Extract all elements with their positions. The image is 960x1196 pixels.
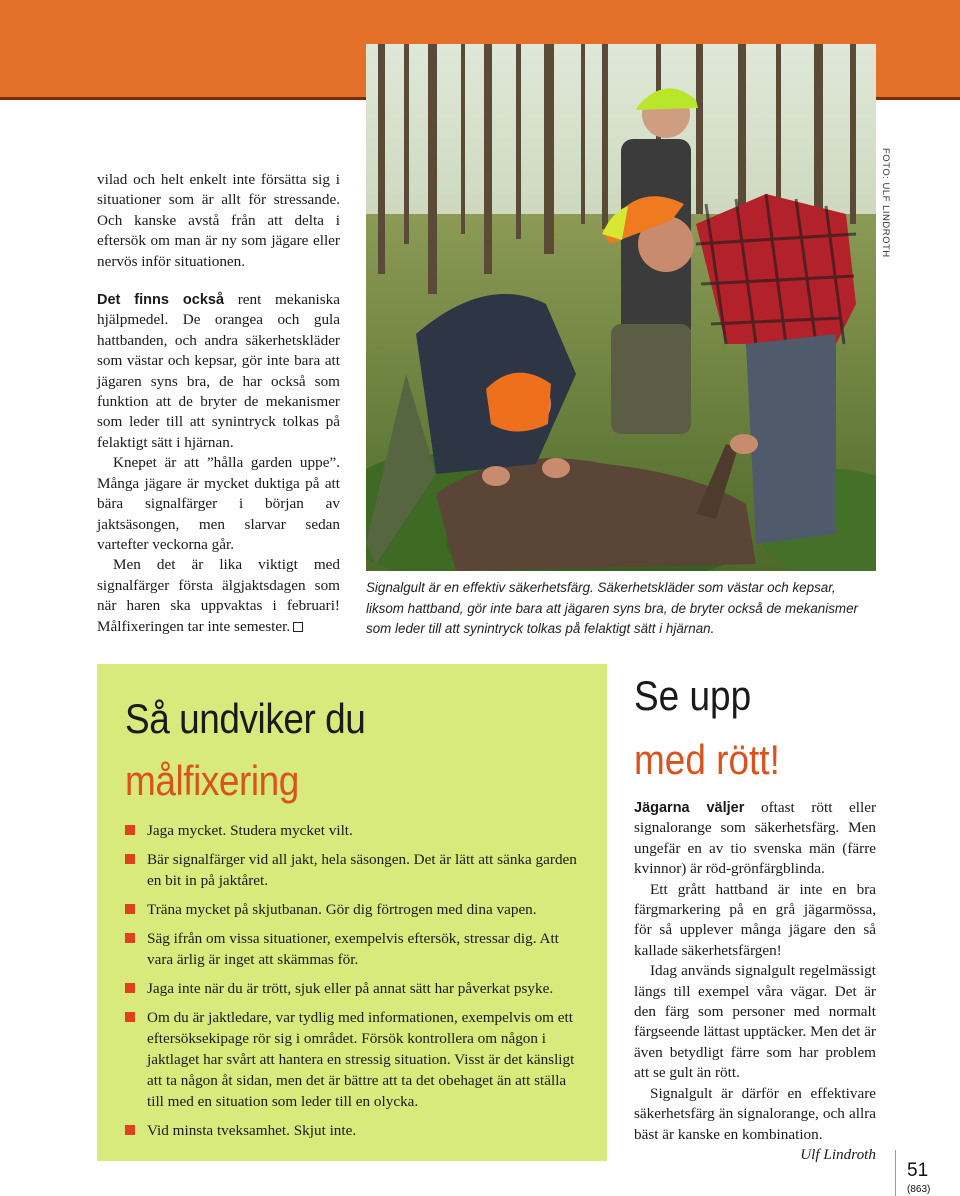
list-item bbox=[125, 820, 585, 841]
list-item-text: Säg ifrån om vissa situationer, exempelvis eftersök, stressar dig. Att vara ärlig är inget att skämmas för. bbox=[147, 930, 559, 968]
left-paragraph-4 bbox=[97, 555, 340, 637]
list-item-text: Jaga mycket. Studera mycket vilt. bbox=[147, 822, 353, 839]
list-item-text: Jaga inte när du är trött, sjuk eller på annat sätt har påverkat psyke. bbox=[147, 980, 554, 997]
list-item bbox=[125, 1120, 585, 1141]
tips-box-title: Så undviker du bbox=[125, 695, 366, 742]
left-paragraph-2 bbox=[97, 290, 340, 453]
article-photo bbox=[366, 44, 876, 571]
sidebar-paragraph-3: Idag används signalgult regelmässigt längs till exempel våra vägar. Det är den färg som personer med normalt färgseende lättast upptäcker. Men det är även betydligt färre som har problem att se gult än rött. bbox=[634, 962, 876, 1082]
list-item bbox=[125, 928, 585, 970]
tips-box-title-highlight: målfixering bbox=[125, 757, 299, 804]
author-byline: Ulf Lindroth bbox=[800, 1145, 876, 1163]
list-item bbox=[125, 1007, 585, 1112]
page-number: 51 bbox=[907, 1160, 929, 1181]
bullet-square-icon bbox=[125, 933, 135, 943]
page-sub-number: (863) bbox=[907, 1184, 931, 1195]
left-paragraph-2-text: rent mekaniska hjälpmedel. De orangea och gula hattbanden, och andra säkerhetskläder som västar och kepsar, gör inte bara att jägaren syns bra, de har också som funktion att de bryter de mekanismer som leder till att synintryck tolkas på felaktigt sätt i hjärnan. bbox=[97, 291, 341, 451]
left-paragraph-2-lead: Det finns också bbox=[97, 292, 225, 309]
bullet-square-icon bbox=[125, 983, 135, 993]
left-paragraph-3: Knepet är att ”hålla garden uppe”. Många jägare är mycket duktiga på att bära signalfärger i början av jaktsäsongen, men slarvar sedan vartefter veckorna går. bbox=[97, 454, 340, 553]
bullet-square-icon bbox=[125, 1012, 135, 1022]
page-number-rule bbox=[895, 1150, 896, 1196]
sidebar-paragraph-2: Ett grått hattband är inte en bra färgmarkering på en grå jägarmössa, för så upplever många jägare den så kallade säkerhetsfärgen! bbox=[634, 880, 876, 959]
list-item bbox=[125, 978, 585, 999]
bullet-square-icon bbox=[125, 1125, 135, 1135]
sidebar-paragraph-1 bbox=[634, 798, 876, 880]
left-paragraph-4-text: Men det är lika viktigt med signalfärger första älgjaktsdagen som när haren ska uppvaktas i februari! Målfixeringen tar inte semester. bbox=[97, 556, 340, 635]
forest-hunters-moose-image bbox=[366, 44, 876, 571]
list-item-text: Vid minsta tveksamhet. Skjut inte. bbox=[147, 1122, 357, 1139]
list-item bbox=[125, 899, 585, 920]
right-column bbox=[634, 670, 876, 1165]
bullet-square-icon bbox=[125, 825, 135, 835]
photo-credit: FOTO: ULF LINDROTH bbox=[880, 148, 891, 258]
tips-list bbox=[125, 820, 585, 1149]
sidebar-title: Se upp bbox=[634, 672, 752, 719]
sidebar-paragraph-1-text: oftast rött eller signalorange som säkerhetsfärg. Men ungefär en av tio svenska män (färre kvinnor) är röd-grönfärgblinda. bbox=[634, 799, 876, 878]
list-item-text: Träna mycket på skjutbanan. Gör dig förtrogen med dina vapen. bbox=[147, 901, 537, 918]
sidebar-paragraph-4: Signalgult är därför en effektivare säkerhetsfärg än signalorange, och allra bäst är kanske en kombination. bbox=[634, 1084, 876, 1143]
tips-box bbox=[97, 664, 607, 1161]
sidebar-paragraph-1-lead: Jägarna väljer bbox=[634, 800, 745, 816]
list-item-text: Bär signalfärger vid all jakt, hela säsongen. Det är lätt att sänka garden en bit in på jaktåret. bbox=[147, 851, 577, 889]
list-item-text: Om du är jaktledare, var tydlig med informationen, exempelvis om ett eftersöksekipage rör sig i området. Försök kontrollera om någon i jaktlaget har svårt att hantera en stressig situation. Visst är det känsligt att ta någon åt sidan, men det är bättre att ta det obehaget än att ställa till med en situation som leder till en olycka. bbox=[147, 1009, 575, 1110]
bullet-square-icon bbox=[125, 904, 135, 914]
list-item bbox=[125, 849, 585, 891]
end-mark-icon bbox=[293, 622, 303, 632]
sidebar-title-highlight: med rött! bbox=[634, 736, 780, 783]
bullet-square-icon bbox=[125, 854, 135, 864]
sidebar-body bbox=[634, 798, 876, 1165]
left-column bbox=[97, 170, 340, 637]
photo-caption: Signalgult är en effektiv säkerhetsfärg. Säkerhetskläder som västar och kepsar, liksom hattband, gör inte bara att jägaren syns bra, de bryter också de mekanismer som leder till att synintryck tolkas på felaktigt sätt i hjärnan. bbox=[366, 580, 858, 636]
left-paragraph-1: vilad och helt enkelt inte försätta sig i situationer som är allt för stressande. Och kanske avstå från att delta i eftersök om man är ny som jägare eller nervös inför situationen. bbox=[97, 171, 340, 270]
